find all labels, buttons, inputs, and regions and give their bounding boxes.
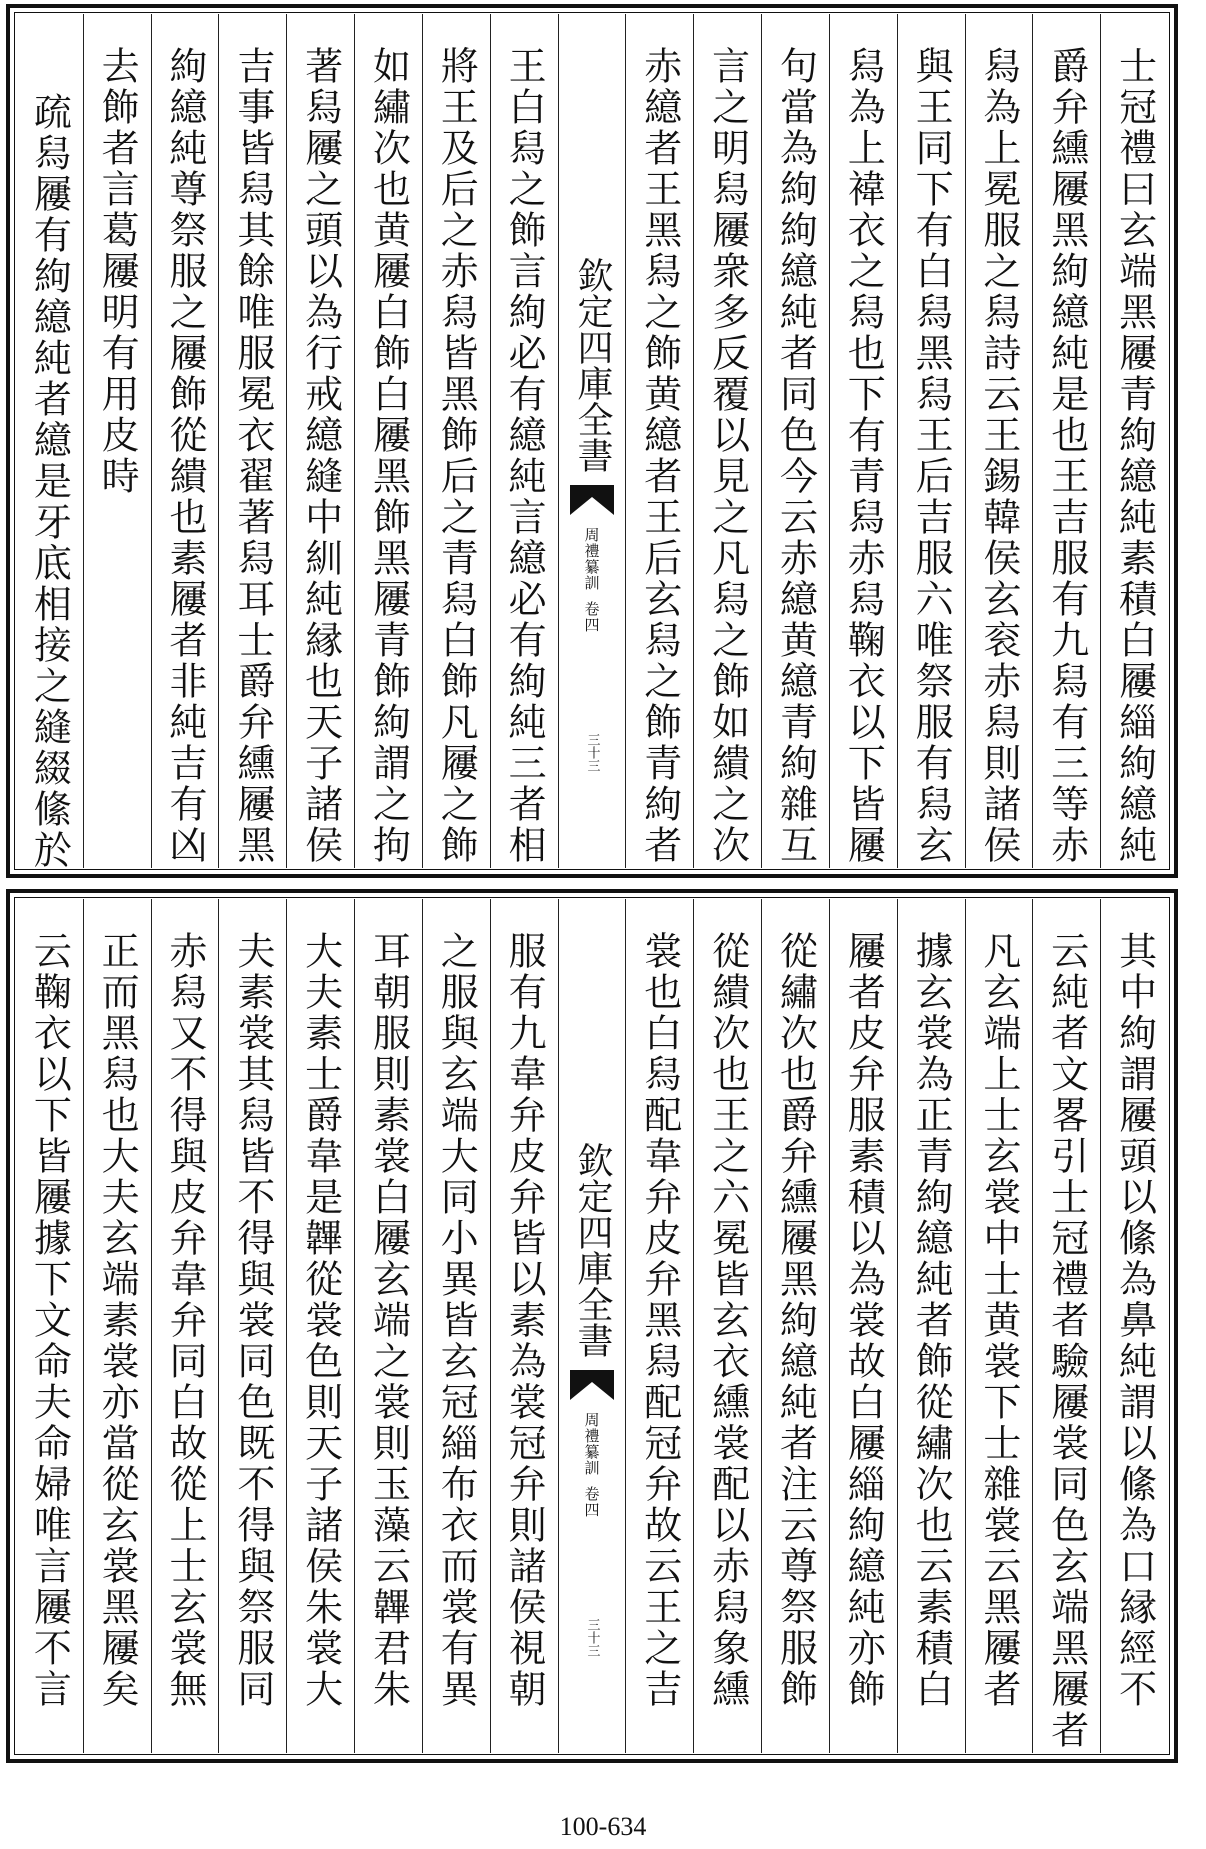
text-column [625, 899, 693, 1753]
folio-number: 三十三 [584, 733, 600, 772]
column-text: 言之明舄屨衆多反覆以見之凡舄之飾如繢之次 [705, 46, 750, 866]
column-text: 正而黑舄也大夫玄端素裳亦當從玄裳黑屨矣 [95, 931, 140, 1710]
column-text: 凡玄端上士玄裳中士黄裳下士雜裳云黑屨者 [976, 931, 1021, 1710]
column-text: 與王同下有白舄黑舄王后吉服六唯祭服有舄玄 [909, 46, 954, 866]
column-text: 大夫素士爵韋是韠從裳色則天子諸侯朱裳大 [298, 931, 343, 1710]
column-text: 其中絇謂屨頭以絛為鼻純謂以絛為口縁經不 [1112, 931, 1157, 1710]
column-text: 疏舄屨有絇繶純者繶是牙底相接之縫綴絛於 [27, 92, 72, 871]
page-code: 100-634 [559, 1812, 647, 1841]
text-column [354, 899, 422, 1753]
column-text: 爵弁纁屨黑絇繶純是也王吉服有九舄有三等赤 [1044, 46, 1089, 866]
center-margin-top [558, 14, 626, 868]
text-columns-top [16, 14, 1168, 871]
column-text: 夫素裳其舄皆不得與裳同色既不得與祭服同 [230, 931, 275, 1710]
text-column [422, 14, 490, 868]
juan-number: 卷四 [582, 1486, 601, 1518]
text-column [693, 899, 761, 1753]
text-column [286, 14, 354, 868]
fish-tail-icon [568, 1366, 616, 1402]
text-column [965, 899, 1033, 1753]
text-column [354, 14, 422, 868]
text-column [1032, 899, 1100, 1753]
text-column [1100, 899, 1168, 1753]
column-text: 赤繶者王黑舄之飾黄繶者王后玄舄之飾青絇者 [637, 46, 682, 866]
book-title: 周禮纂訓 [582, 527, 601, 591]
column-text: 屨者皮弁服素積以為裳故白屨緇絇繶純亦飾 [841, 931, 886, 1710]
text-column [761, 14, 829, 868]
text-column [151, 14, 219, 868]
column-text: 云純者文畧引士冠禮者驗屨裳同色玄端黑屨者 [1044, 931, 1089, 1751]
text-column [829, 14, 897, 868]
text-column [490, 899, 558, 1753]
page-bottom [6, 889, 1178, 1763]
column-text: 士冠禮曰玄端黑屨青絇繶純素積白屨緇絇繶純 [1112, 46, 1157, 866]
column-text: 耳朝服則素裳白屨玄端之裳則玉藻云韠君朱 [366, 931, 411, 1710]
book-title: 周禮纂訓 [582, 1412, 601, 1476]
column-text: 吉事皆舄其餘唯服冕衣翟著舄耳士爵弁纁屨黑 [230, 46, 275, 866]
column-text: 從繢次也王之六冕皆玄衣纁裳配以赤舄象纁 [705, 931, 750, 1710]
text-column [286, 899, 354, 1753]
column-text: 著舄屨之頭以為行戒繶縫中紃純縁也天子諸侯 [298, 46, 343, 866]
column-text: 裳也白舄配韋弁皮弁黑舄配冠弁故云王之吉 [637, 931, 682, 1710]
text-column [218, 899, 286, 1753]
text-column [1032, 14, 1100, 868]
text-column [422, 899, 490, 1753]
text-column [761, 899, 829, 1753]
column-text: 之服與玄端大同小異皆玄冠緇布衣而裳有異 [434, 931, 479, 1710]
column-text: 王白舄之飾言絇必有繶純言繶必有絇純三者相 [502, 46, 547, 866]
column-text: 句當為絇絇繶純者同色今云赤繶黄繶青絇雜互 [773, 46, 818, 866]
column-text: 將王及后之赤舄皆黑飾后之青舄白飾凡屨之飾 [434, 46, 479, 866]
center-margin-bottom [558, 899, 626, 1753]
collection-title: 欽定四庫全書 [571, 257, 613, 473]
column-text: 舄為上褘衣之舄也下有青舄赤舄鞠衣以下皆屨 [841, 46, 886, 866]
text-column [625, 14, 693, 868]
column-text: 據玄裳為正青絇繶純者飾從繡次也云素積白 [909, 931, 954, 1710]
text-column [83, 14, 151, 868]
folio-number: 三十三 [584, 1618, 600, 1657]
column-text: 去飾者言葛屨明有用皮時 [95, 46, 140, 497]
text-columns-bottom [16, 899, 1168, 1753]
text-column [490, 14, 558, 868]
column-text: 舄為上冕服之舄詩云王錫韓侯玄衮赤舄則諸侯 [976, 46, 1021, 866]
collection-title: 欽定四庫全書 [571, 1142, 613, 1358]
column-text: 服有九韋弁皮弁皆以素為裳冠弁則諸侯視朝 [502, 931, 547, 1710]
text-column [83, 899, 151, 1753]
column-text: 云鞠衣以下皆屨據下文命夫命婦唯言屨不言 [27, 931, 72, 1710]
juan-number: 卷四 [582, 601, 601, 633]
column-text: 如繡次也黄屨白飾白屨黑飾黑屨青飾絇謂之拘 [366, 46, 411, 866]
text-column [16, 14, 83, 871]
text-column [897, 899, 965, 1753]
text-column [693, 14, 761, 868]
page-top [6, 4, 1178, 878]
column-text: 絇繶純尊祭服之屨飾從繢也素屨者非純吉有凶 [162, 46, 207, 866]
text-column [965, 14, 1033, 868]
text-column [829, 899, 897, 1753]
text-column [897, 14, 965, 868]
column-text: 赤舄又不得與皮弁韋弁同白故從上士玄裳無 [162, 931, 207, 1710]
text-column [151, 899, 219, 1753]
fish-tail-icon [568, 481, 616, 517]
column-text: 從繡次也爵弁纁屨黑絇繶純者注云尊祭服飾 [773, 931, 818, 1710]
text-column [218, 14, 286, 868]
text-column [1100, 14, 1168, 868]
text-column [16, 899, 83, 1753]
